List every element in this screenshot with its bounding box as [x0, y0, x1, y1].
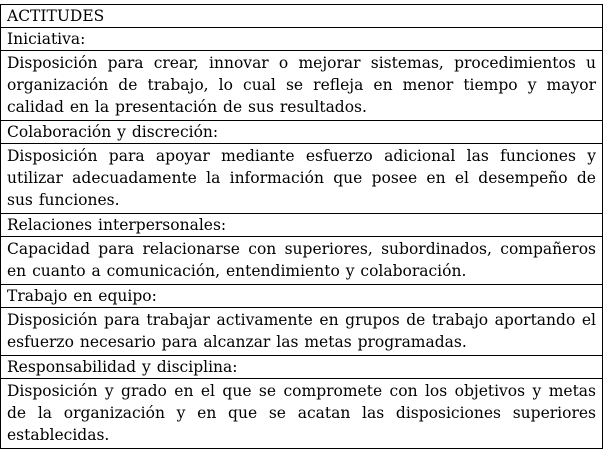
table-header: ACTITUDES [1, 5, 603, 28]
section-title-responsabilidad: Responsabilidad y disciplina: [1, 356, 603, 379]
section-title-relaciones: Relaciones interpersonales: [1, 214, 603, 237]
attitudes-table [0, 4, 603, 449]
section-text-relaciones: Capacidad para relacionarse con superiores, subordinados, compañeros en cuanto a comunicación, entendimiento y colaboración. [1, 237, 603, 285]
section-text-iniciativa: Disposición para crear, innovar o mejorar sistemas, procedimientos u organización de trabajo, lo cual se refleja en menor tiempo y mayor calidad en la presentación de sus resultados. [1, 51, 603, 121]
section-text-responsabilidad: Disposición y grado en el que se compromete con los objetivos y metas de la organización y en que se acatan las disposiciones superiores establecidas. [1, 379, 603, 449]
section-title-iniciativa: Iniciativa: [1, 28, 603, 51]
section-title-row [1, 121, 603, 144]
section-title-row [1, 285, 603, 308]
section-text-row [1, 144, 603, 214]
section-text-row [1, 379, 603, 449]
section-title-colaboracion: Colaboración y discreción: [1, 121, 603, 144]
section-text-row [1, 308, 603, 356]
section-title-trabajo: Trabajo en equipo: [1, 285, 603, 308]
section-text-trabajo: Disposición para trabajar activamente en grupos de trabajo aportando el esfuerzo necesario para alcanzar las metas programadas. [1, 308, 603, 356]
section-title-row [1, 356, 603, 379]
section-title-row [1, 28, 603, 51]
section-title-row [1, 214, 603, 237]
section-text-row [1, 51, 603, 121]
section-text-colaboracion: Disposición para apoyar mediante esfuerzo adicional las funciones y utilizar adecuadamente la información que posee en el desempeño de sus funciones. [1, 144, 603, 214]
section-text-row [1, 237, 603, 285]
attitudes-document [0, 4, 605, 449]
table-header-row [1, 5, 603, 28]
